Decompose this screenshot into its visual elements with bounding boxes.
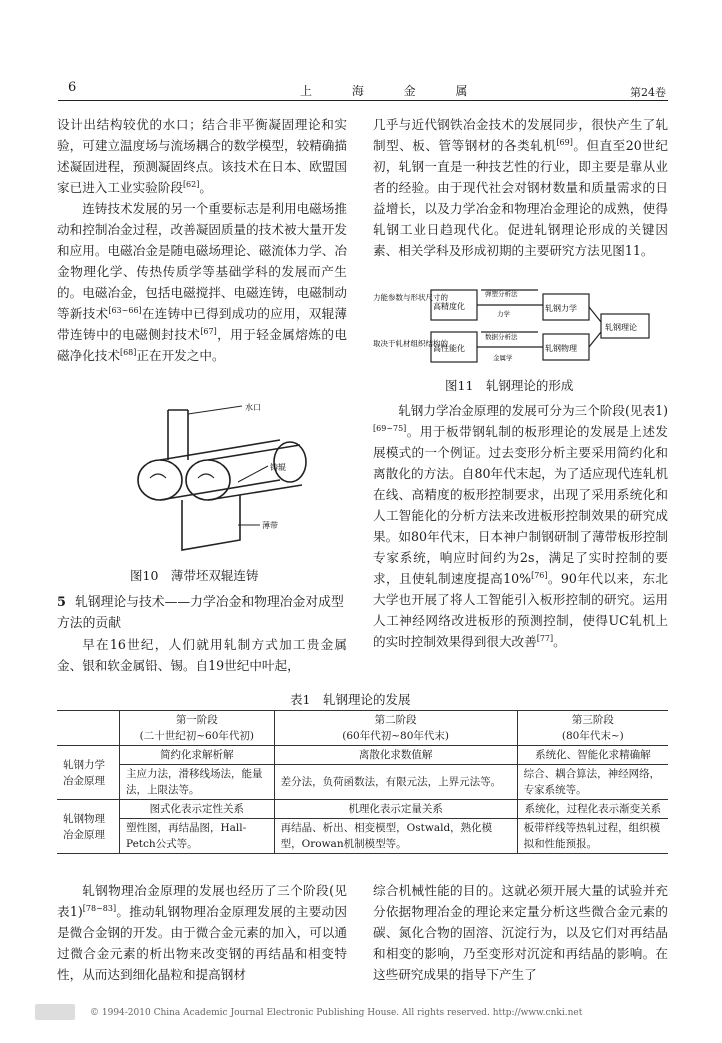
table-row: 第一阶段 (二十世纪初~60年代初) 第二阶段 (60年代初~80年代末) 第三阶段 (80年代末~) xyxy=(57,711,668,746)
table-1 xyxy=(57,710,668,854)
paragraph: 综合机械性能的目的。这就必须开展大量的试验并充分依据物理冶金的理论来定量分析这些微合金元素的碳、氮化合物的固溶、沉淀行为，以及它们对再结晶和相变的影响，乃至变形对沉淀和再结晶的影响。在这些研究成果的指导下产生了 xyxy=(373,883,668,982)
fig11-left-bottom: 取决于轧材组织结构的 xyxy=(373,339,448,348)
figure-11-diagram xyxy=(373,284,663,370)
figure-11-caption: 图11 轧钢理论的形成 xyxy=(445,378,574,393)
left-column-top xyxy=(57,114,347,366)
tag-mechanics: 力学 xyxy=(497,310,510,318)
tag-data: 数据分析法 xyxy=(485,333,518,341)
box-high-precision: 高精度化 xyxy=(433,302,465,311)
label-nozzle: 水口 xyxy=(245,403,261,412)
fig11-left-top: 力能参数与形状尺寸的 xyxy=(373,293,448,302)
right-column-end xyxy=(373,880,668,985)
volume-label: 第24卷 xyxy=(630,86,666,99)
left-column-bottom xyxy=(57,634,347,676)
publisher-logo xyxy=(35,1004,75,1020)
table-row: 主应力法，滑移线场法，能量法，上限法等。 差分法，负荷函数法，有限元法，上界元法等。 综合、耦合算法，神经网络，专家系统等。 xyxy=(57,765,668,800)
box-rolling-physics: 轧钢物理 xyxy=(545,344,577,353)
box-high-performance: 高性能化 xyxy=(433,344,465,353)
header-rule xyxy=(58,100,668,101)
box-theory: 轧钢理论 xyxy=(605,323,637,332)
paragraph: 设计出结构较优的水口；结合非平衡凝固理论和实验，可建立温度场与流场耦合的数学模型，较精确描述凝固进程，预测凝固终点。该技术在日本、欧盟国家已进入工业实验阶段[62]。 xyxy=(57,117,347,195)
right-column-top xyxy=(373,114,668,261)
row-label: 轧钢力学冶金原理 xyxy=(57,746,120,800)
paragraph: 连铸技术发展的另一个重要标志是利用电磁场推动和控制冶金过程，改善凝固质量的技术被大量开发和应用。电磁冶金是随电磁场理论、磁流体力学、冶金物理化学、传热传质学等基础学科的发展而产生的。电磁冶金，包括电磁搅拌、电磁连铸，电磁制动等新技术[63~66]在连铸中已得到成功的应用，双辊薄带连铸中的电磁侧封技术[67]，用于轻金属熔炼的电磁净化技术[68]正在开发之中。 xyxy=(57,201,348,363)
table-row: 塑性图，再结晶图，Hall-Petch公式等。 再结晶、析出、相变模型，Ostwald，熟化模型，Orowan机制模型等。 板带样线等热轧过程，组织模拟和性能预报。 xyxy=(57,819,668,854)
page-number: 6 xyxy=(68,80,77,95)
paragraph: 轧钢力学冶金原理的发展可分为三个阶段(见表1)[69~75]。用于板带钢轧制的板形理论的发展是上述发展模式的一个例证。过去变形分析主要采用简约化和离散化的方法。自80年代末起，为了适应现代连轧机在线、高精度的板形控制要求，出现了采用系统化和人工智能化的分析方法来改进板形控制效果的研究成果。如80年代末，日本神户制钢研制了薄带板形控制专家系统，响应时间约为2s，满足了实时控制的要求，且使轧制速度提高10%[76]。90年代以来，东北大学也开展了将人工智能引入板形控制的研究。运用人工神经网络改进板形的预测控制，使得UC轧机上的实时控制效果得到很大改善[77]。 xyxy=(373,403,668,649)
journal-title: 上 海 金 属 xyxy=(300,84,486,98)
copyright-footer: © 1994-2010 China Academic Journal Electronic Publishing House. All rights reserved. http://www.cnki.net xyxy=(90,1008,583,1018)
table-row: 轧钢物理冶金原理 图式化表示定性关系 机理化表示定量关系 系统化，过程化表示渐变关系 xyxy=(57,800,668,819)
row-label: 轧钢物理冶金原理 xyxy=(57,800,120,854)
paragraph: 早在16世纪，人们就用轧制方式加工贵金属金、银和软金属铅、锡。自19世纪中叶起， xyxy=(57,637,347,673)
section-5-heading: 5 轧钢理论与技术——力学冶金和物理冶金对成型方法的贡献 xyxy=(57,595,344,631)
label-strip: 薄带 xyxy=(262,521,278,530)
paragraph: 轧钢物理冶金原理的发展也经历了三个阶段(见表1)[78~83]。推动轧钢物理冶金原理发展的主要动因是微合金钢的开发。由于微合金元素的加入，可以通过微合金元素的析出物来改变钢的再结晶和相变特性，从而达到细化晶粒和提高钢材 xyxy=(57,883,347,982)
figure-10-diagram xyxy=(130,400,310,570)
left-column-end xyxy=(57,880,347,985)
paragraph: 几乎与近代钢铁冶金技术的发展同步，很快产生了轧制型、板、管等钢材的各类轧机[69]。但直至20世纪初，轧钢一直是一种技艺性的行业，即主要是靠从业者的经验。由于现代社会对钢材数量和质量需求的日益增长，以及力学冶金和物理冶金理论的成熟，使得轧钢工业日趋现代化。促进轧钢理论形成的关键因素、相关学科及形成初期的主要研究方法见图11。 xyxy=(373,117,669,258)
label-roll: 铸辊 xyxy=(270,463,286,472)
tag-metal: 金属学 xyxy=(493,354,513,362)
right-column-bottom xyxy=(373,400,668,652)
table-1-caption: 表1 轧钢理论的发展 xyxy=(290,692,411,707)
box-rolling-mechanics: 轧钢力学 xyxy=(545,304,577,313)
table-row: 轧钢力学冶金原理 简约化求解析解 离散化求数值解 系统化、智能化求精确解 xyxy=(57,746,668,765)
figure-10-caption: 图10 薄带坯双辊连铸 xyxy=(130,568,259,583)
tag-elastic: 弹塑分析法 xyxy=(485,290,518,298)
